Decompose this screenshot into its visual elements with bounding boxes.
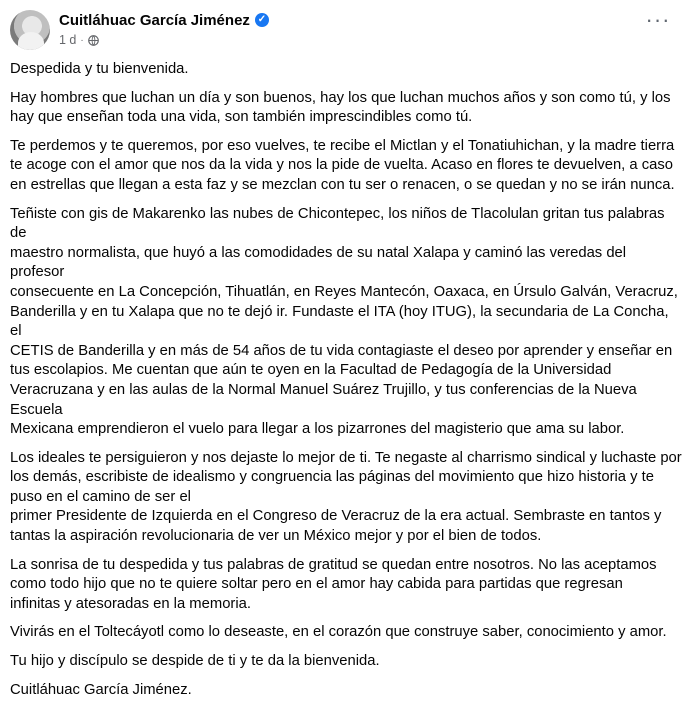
author-row [59,10,269,30]
more-options-button[interactable]: ··· [645,7,671,32]
paragraph: La sonrisa de tu despedida y tus palabras de gratitud se quedan entre nosotros. No las aceptamos como todo hijo que no te quiere soltar pero en el amor hay cabida para partidas que regresan infinitas y atesoradas en la memoria. [10,556,657,612]
meta-separator: · [80,34,84,46]
paragraph: Hay hombres que luchan un día y son buenos, hay los que luchan muchos años y son como tú, y los hay que enseñan toda una vida, son también imprescindibles como tú. [10,89,671,126]
post-time[interactable]: 1 d [59,33,77,47]
paragraph: Te perdemos y te queremos, por eso vuelves, te recibe el Mictlan y el Tonatiuhichan, y la madre tierra te acoge con el amor que nos da la vida y nos la pide de vuelta. Acaso en flores te devuelven, a caso en estrellas que llegan a esta faz y se mezclan con tu ser o renacen, o se quedan y no se irán nunca. [10,137,675,193]
verified-badge-icon: ✓ [255,13,269,27]
paragraph: Los ideales te persiguieron y nos dejaste lo mejor de ti. Te negaste al charrismo sindical y luchaste por los demás, escribiste de idealismo y congruencia las páginas del movimiento que hizo historia y te puso en el camino de ser el primer Presidente de Izquierda en el Congreso de Veracruz de la era actual. Sembraste en tantos y tantas la aspiración revolucionaria de ver un México mejor y por el bien de todos. [10,449,682,545]
post-meta [59,32,99,48]
post-text [10,60,682,709]
globe-icon [88,35,99,46]
paragraph: Teñiste con gis de Makarenko las nubes de Chicontepec, los niños de Tlacolulan gritan tus palabras de maestro normalista, que huyó a las comodidades de su natal Xalapa y caminó las veredas del profesor consecuente en La Concepción, Tihuatlán, en Reyes Mantecón, Oaxaca, en Úrsulo Galván, Veracruz, Banderilla y en tu Xalapa que no te dejó ir. Fundaste el ITA (hoy ITUG), la secundaria de La Concha, el CETIS de Banderilla y en más de 54 años de tu vida contagiaste el deseo por aprender y enseñar en tus escolapios. Me cuentan que aún te oyen en la Facultad de Pedagogía de la Universidad Veracruzana y en las aulas de la Normal Manuel Suárez Trujillo, y tus conferencias de la Nueva Escuela Mexicana emprendieron el vuelo para llegar a los pizarrones del magisterio que ama su labor. [10,205,678,438]
post-header [10,8,674,52]
paragraph: Vivirás en el Toltecáyotl como lo deseaste, en el corazón que construye saber, conocimiento y amor. [10,624,667,641]
author-name[interactable]: Cuitláhuac García Jiménez [59,11,250,29]
paragraph: Tu hijo y discípulo se despide de ti y te da la bienvenida. [10,653,380,670]
paragraph: Despedida y tu bienvenida. [10,61,189,77]
signature: Cuitláhuac García Jiménez. [10,681,192,698]
avatar[interactable] [10,10,50,50]
